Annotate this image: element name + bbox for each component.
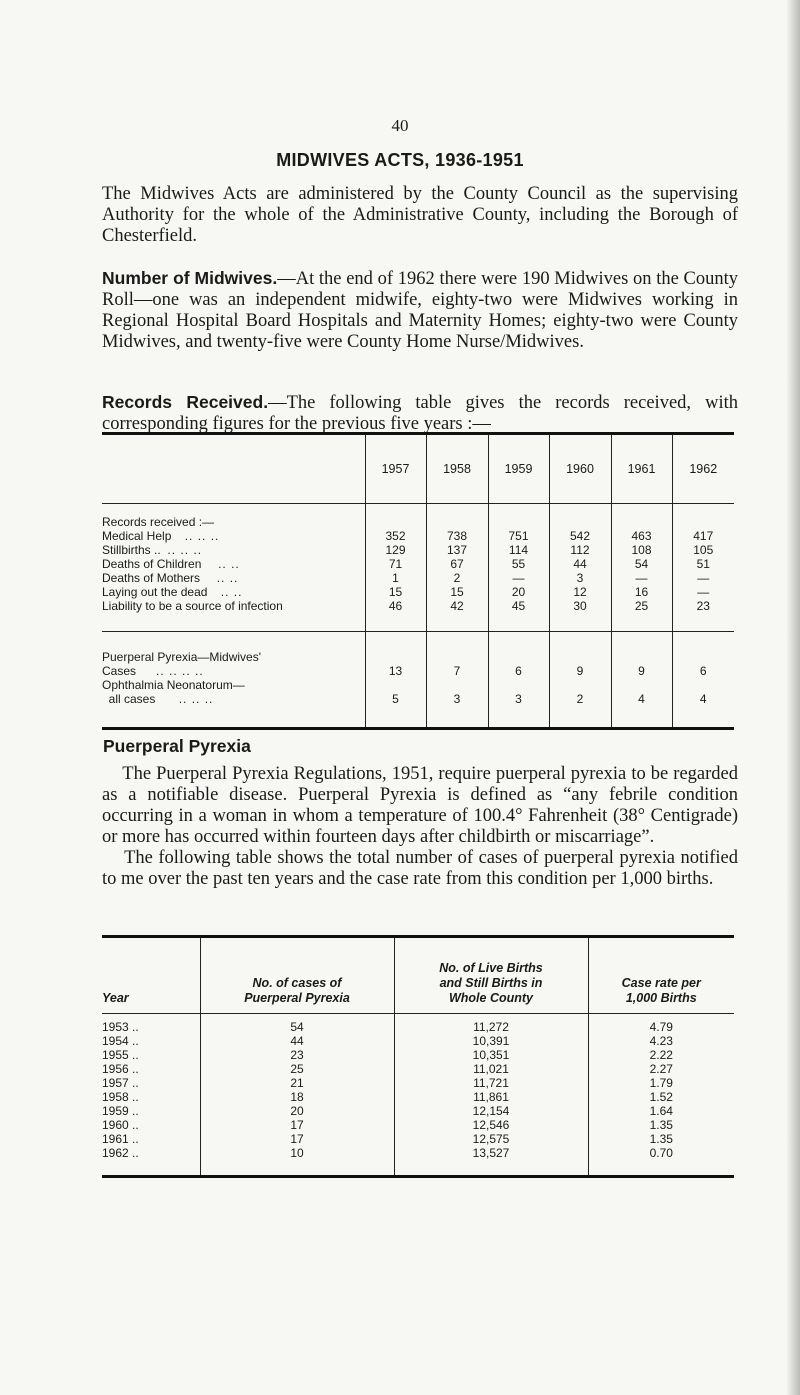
table-cell: 6 (515, 664, 522, 678)
table-cell: 137 (446, 543, 468, 557)
pyrexia-table-header-row (102, 937, 734, 1014)
table-cell: 16 (634, 585, 649, 599)
table-cell: 11,021 (473, 1062, 509, 1076)
table-cell: 1.35 (649, 1132, 673, 1146)
table-cell: 1960 .. (102, 1118, 139, 1132)
year-header: 1958 (426, 434, 488, 504)
table-cell: 1953 .. (102, 1020, 139, 1034)
year-header: 1960 (549, 434, 611, 504)
table-cell: 25 (290, 1062, 304, 1076)
group2-year-column (611, 632, 672, 729)
row-label: Deaths of Mothers .. .. (102, 571, 239, 585)
table-cell: — (697, 585, 710, 599)
table-cell: 1956 .. (102, 1062, 139, 1076)
cases-column-header: No. of cases of Puerperal Pyrexia (200, 937, 394, 1014)
table-cell: 9 (576, 664, 584, 678)
midwives-paragraph (102, 268, 738, 353)
year-column-header: Year (102, 937, 200, 1014)
table-cell: 112 (570, 543, 590, 557)
births-column-header: No. of Live Births and Still Births in Whole County (394, 937, 588, 1014)
table-cell: 3 (453, 692, 461, 706)
table-cell: 2.22 (649, 1048, 673, 1062)
pyrexia-definition-paragraph: The Puerperal Pyrexia Regulations, 1951, require puerperal pyrexia to be regarded as a notifiable disease. Puerperal Pyrexia is defined as “any febrile condition occurring in a woman in whom a temperature of 100.4° Fahrenheit (38° Centigrade) or more has occurred within fourteen days after childbirth or miscarriage”. (102, 764, 739, 847)
row-label: Stillbirths .. .. .. .. (102, 543, 203, 557)
records-year-column (365, 504, 426, 632)
pyrexia-table-intro-paragraph: The following table shows the total number of cases of puerperal pyrexia notified to me over the past ten years and the case rate from this condition per 1,000 births. (102, 848, 738, 889)
table-cell: 4.79 (649, 1020, 673, 1034)
table-cell: 2.27 (649, 1062, 673, 1076)
table-cell: 21 (290, 1076, 304, 1090)
row-label: all cases .. .. .. (108, 692, 214, 706)
year-column (102, 1014, 200, 1177)
table-cell: 1961 .. (102, 1132, 139, 1146)
table-cell: 12,575 (472, 1132, 510, 1146)
table-cell: 11,721 (473, 1076, 509, 1090)
table-cell: 71 (388, 557, 403, 571)
table-cell: 23 (696, 599, 710, 613)
table-cell: 10,391 (472, 1034, 510, 1048)
year-header: 1959 (488, 434, 549, 504)
table-cell: 55 (511, 557, 526, 571)
table-cell: 11,861 (473, 1090, 509, 1104)
table-cell: 12,546 (472, 1118, 510, 1132)
records-year-column (611, 504, 672, 632)
table-cell: 67 (450, 557, 464, 571)
table-cell: 54 (634, 557, 649, 571)
group2-year-column (488, 632, 549, 729)
records-paragraph (102, 392, 738, 435)
table-cell: 1955 .. (102, 1048, 139, 1062)
group-header: Records received :— (102, 515, 215, 529)
pyrexia-ophthalmia-row (102, 632, 734, 729)
pyrexia-table-body (102, 1014, 734, 1177)
records-table-header-row (102, 434, 734, 504)
table-cell: 17 (290, 1132, 304, 1146)
page-edge-shadow (786, 0, 800, 1395)
row-label: Puerperal Pyrexia—Midwives' (102, 650, 262, 664)
table-cell: 10,351 (472, 1048, 510, 1062)
table-cell: 1958 .. (102, 1090, 139, 1104)
row-label: Ophthalmia Neonatorum— (102, 678, 245, 692)
table-cell: 46 (388, 599, 403, 613)
table-cell: 18 (290, 1090, 304, 1104)
table-cell: 1.79 (649, 1076, 673, 1090)
page-title: MIDWIVES ACTS, 1936-1951 (276, 150, 524, 170)
group2-year-column (672, 632, 734, 729)
table-cell: 738 (446, 529, 468, 543)
midwives-text: —At the end of 1962 there were 190 Midwives on the County Roll—one was an independent midwife, eighty-two were Midwives working in Regional Hospital Board Hospitals and Maternity Homes; eighty-two were County Midwives, and twenty-five were County Home Nurse/Midwives. (102, 269, 738, 352)
table-cell: 751 (508, 529, 529, 543)
table-cell: 463 (631, 529, 652, 543)
table-cell: 20 (290, 1104, 304, 1118)
records-text: —The following table gives the records received, with corresponding figures for the previous five years :— (102, 393, 738, 434)
table-cell: 105 (693, 543, 714, 557)
table-cell: 1957 .. (102, 1076, 139, 1090)
table-cell: — (512, 571, 525, 585)
table-cell: 12 (573, 585, 587, 599)
table-cell: 1954 .. (102, 1034, 139, 1048)
table-cell: 7 (453, 664, 461, 678)
year-header: 1957 (365, 434, 426, 504)
table-cell: 10 (290, 1146, 304, 1160)
table-cell: 13,527 (472, 1146, 510, 1160)
row-label: Cases .. .. .. .. (102, 664, 204, 678)
table-cell: 417 (693, 529, 714, 543)
table-cell: 3 (515, 692, 522, 706)
table-cell: 44 (290, 1034, 304, 1048)
table-cell: 51 (696, 557, 710, 571)
table-cell: 54 (290, 1020, 304, 1034)
table-cell: 15 (388, 585, 403, 599)
table-cell: 1962 .. (102, 1146, 139, 1160)
table-cell: 45 (511, 599, 526, 613)
records-run-in-heading: Records Received. (102, 392, 269, 412)
table-cell: 2 (453, 571, 461, 585)
table-cell: 3 (576, 571, 584, 585)
table-cell: 13 (388, 664, 403, 678)
table-cell: 12,154 (472, 1104, 510, 1118)
table-cell: 42 (450, 599, 464, 613)
table-cell: 4 (699, 692, 707, 706)
table-cell: 15 (450, 585, 464, 599)
table-cell: 1 (392, 571, 399, 585)
table-cell: 5 (392, 692, 399, 706)
table-cell: — (697, 571, 710, 585)
row-label: Deaths of Children .. .. (102, 557, 240, 571)
table-cell: 11,272 (473, 1020, 509, 1034)
pyrexia-table (102, 935, 734, 1178)
page-number: 40 (391, 116, 409, 135)
records-table-blank-header (102, 434, 365, 504)
table-cell: 20 (511, 585, 526, 599)
table-cell: 23 (290, 1048, 304, 1062)
table-cell: 114 (508, 543, 529, 557)
table-cell: 1.35 (649, 1118, 673, 1132)
table-cell: 108 (631, 543, 652, 557)
table-cell: 25 (634, 599, 649, 613)
table-cell: 542 (569, 529, 591, 543)
row-label: Laying out the dead .. .. (102, 585, 243, 599)
table-cell: 9 (638, 664, 645, 678)
year-header: 1961 (611, 434, 672, 504)
table-cell: 1.64 (649, 1104, 673, 1118)
table-cell: 6 (699, 664, 707, 678)
row-label: Medical Help .. .. .. (102, 529, 220, 543)
cases-column (200, 1014, 394, 1177)
group2-year-column (365, 632, 426, 729)
table-cell: 1959 .. (102, 1104, 139, 1118)
intro-paragraph: The Midwives Acts are administered by the County Council as the supervising Authority for the whole of the Administrative County, including the Borough of Chesterfield. (102, 184, 738, 246)
year-header: 1962 (672, 434, 734, 504)
table-cell: 2 (576, 692, 584, 706)
table-cell: 30 (573, 599, 587, 613)
table-cell: 1.52 (649, 1090, 673, 1104)
table-cell: 44 (573, 557, 587, 571)
group2-year-column (426, 632, 488, 729)
records-year-column (549, 504, 611, 632)
midwives-run-in-heading: Number of Midwives. (102, 268, 278, 288)
table-cell: 129 (385, 543, 406, 557)
table-cell: 4 (638, 692, 645, 706)
table-cell: 0.70 (649, 1146, 673, 1160)
group2-labels (102, 632, 365, 729)
rate-column (588, 1014, 734, 1177)
births-column (394, 1014, 588, 1177)
table-cell: — (635, 571, 648, 585)
records-table (102, 432, 734, 730)
records-year-column (426, 504, 488, 632)
table-cell: 352 (385, 529, 406, 543)
records-year-column (488, 504, 549, 632)
records-group-labels (102, 504, 365, 632)
row-label: Liability to be a source of infection (102, 599, 283, 613)
records-year-column (672, 504, 734, 632)
table-cell: 4.23 (649, 1034, 673, 1048)
rate-column-header: Case rate per 1,000 Births (588, 937, 734, 1014)
records-group-row (102, 504, 734, 632)
group2-year-column (549, 632, 611, 729)
table-cell: 17 (290, 1118, 304, 1132)
pyrexia-heading: Puerperal Pyrexia (103, 736, 251, 756)
